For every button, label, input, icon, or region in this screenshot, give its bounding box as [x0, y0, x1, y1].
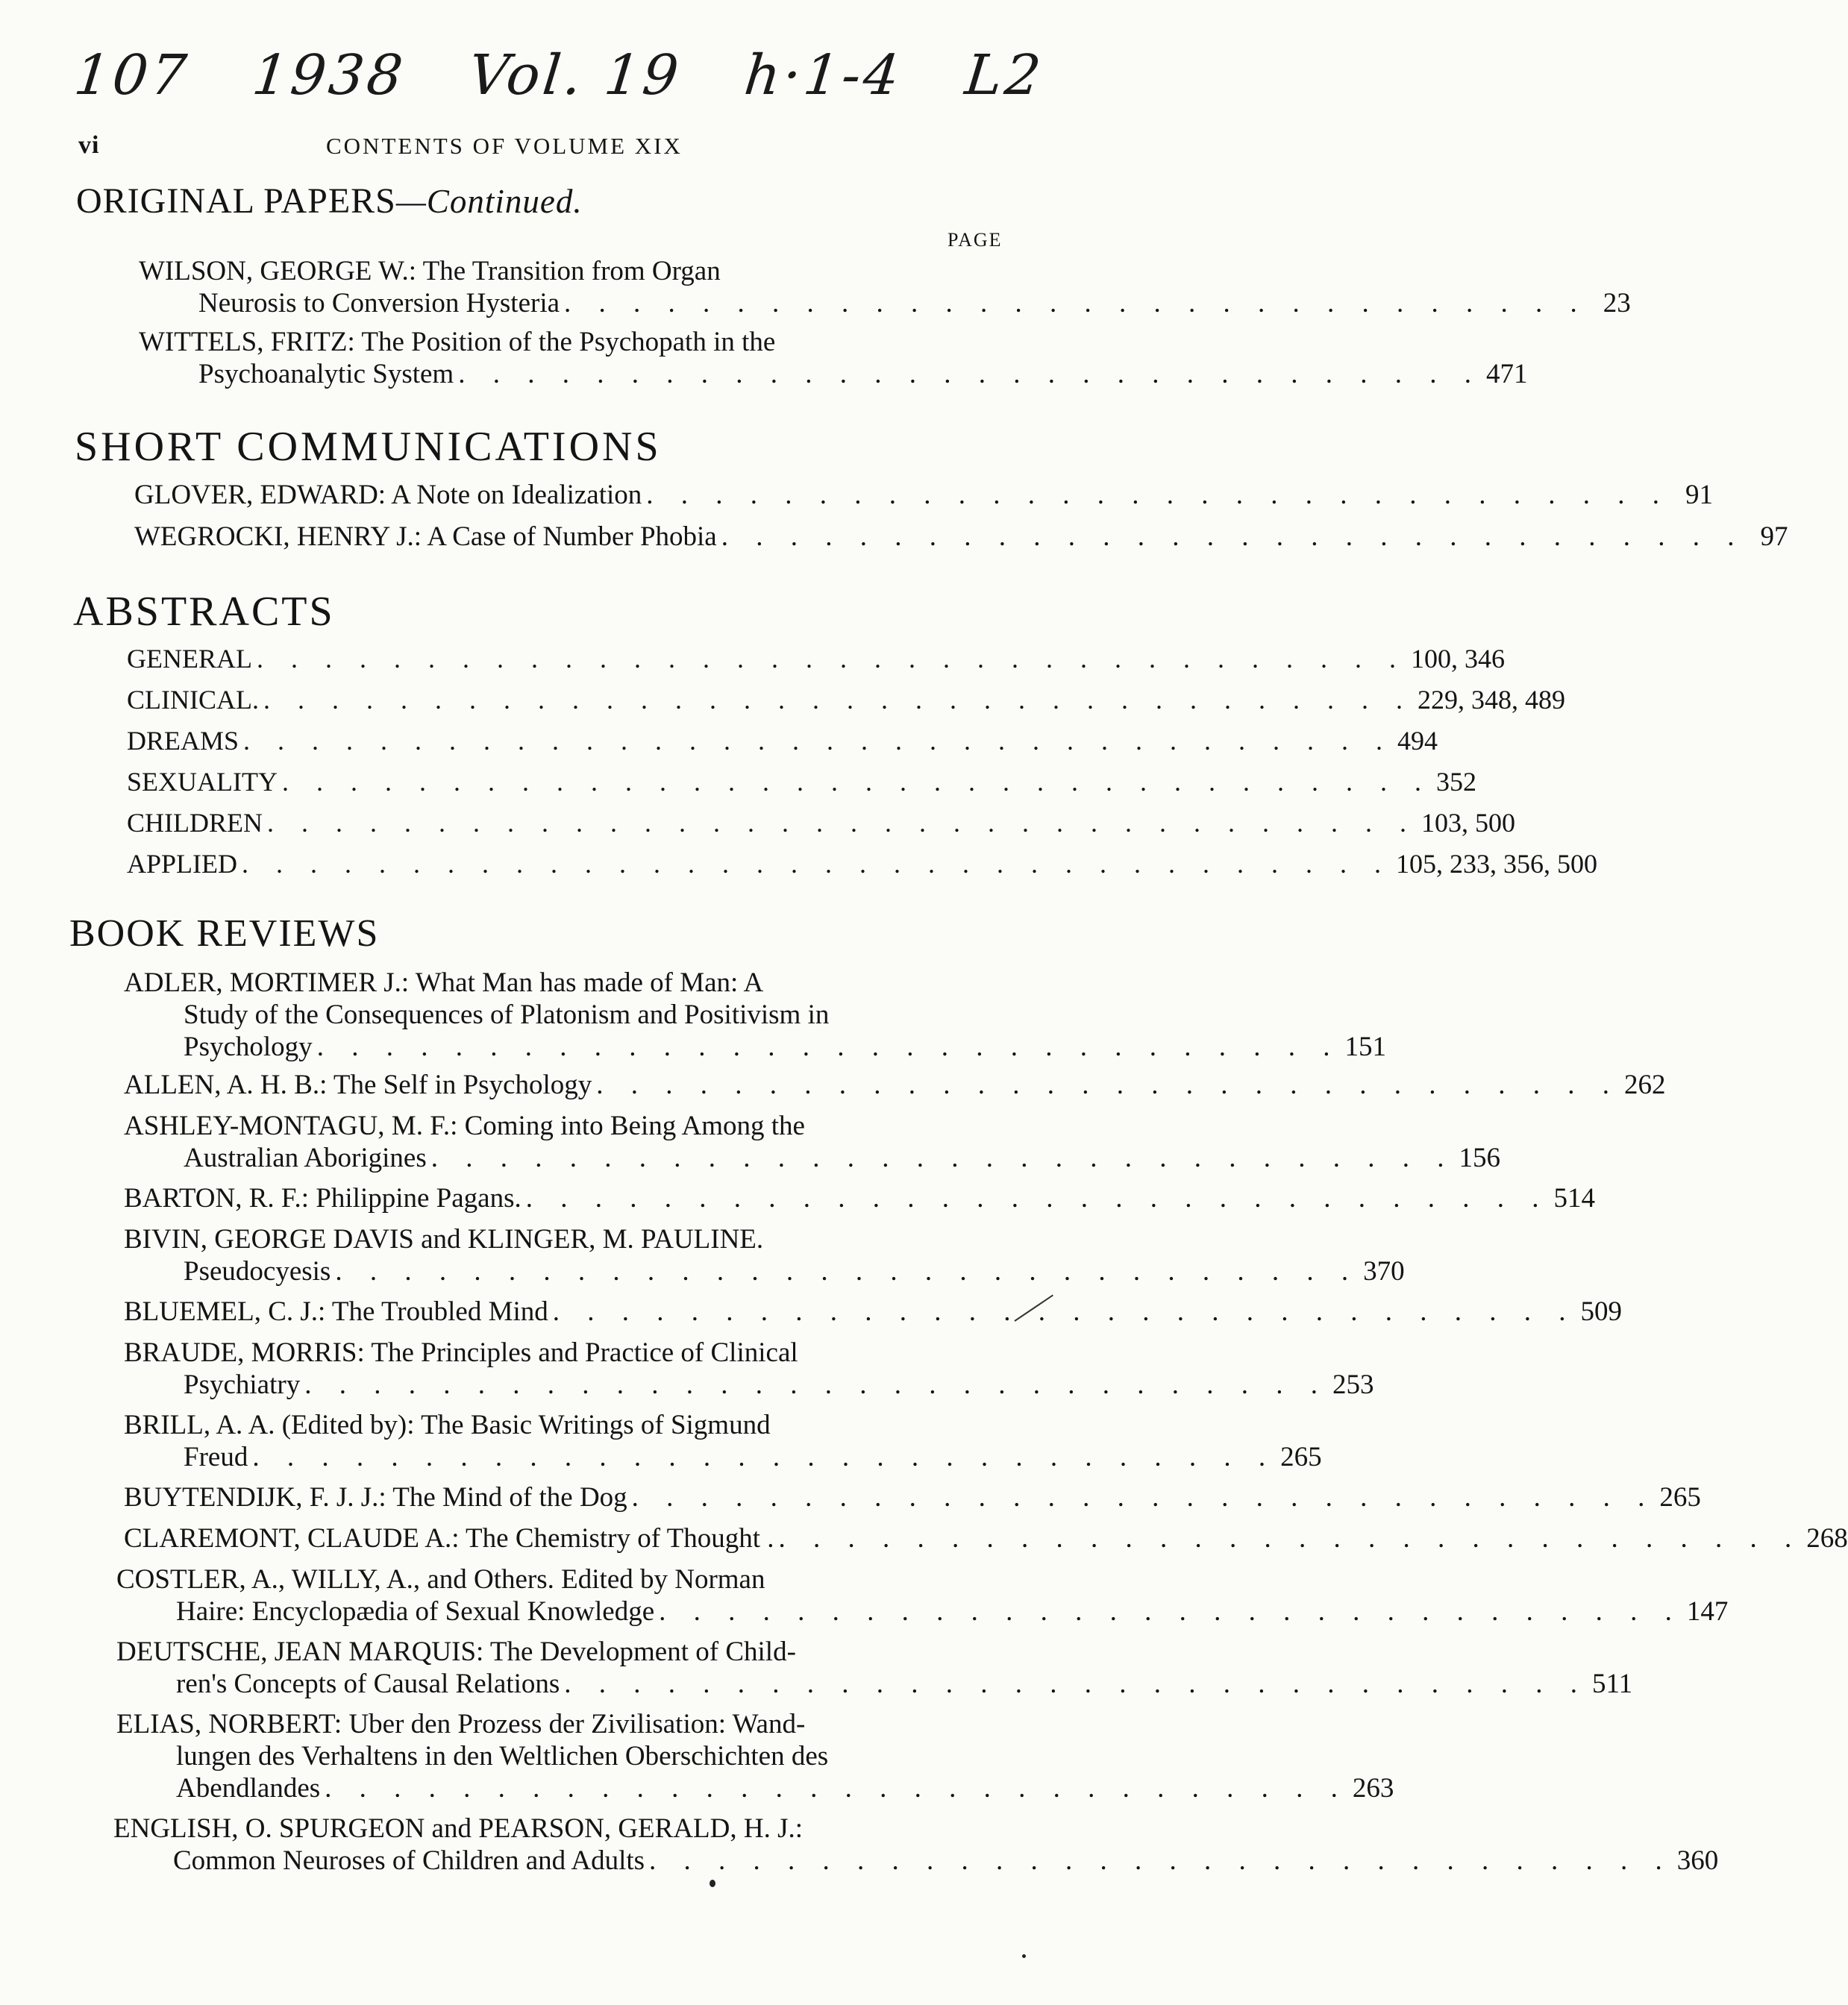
- abstract-pages: 105, 233, 356, 500: [1396, 849, 1598, 879]
- page-column-label: PAGE: [948, 229, 1003, 251]
- toc-entry: [116, 1636, 1633, 1700]
- toc-entry-page: 509: [1580, 1296, 1622, 1327]
- toc-entry: [124, 1481, 1701, 1513]
- ink-dot: [710, 1880, 715, 1887]
- toc-entry-text: lungen des Verhaltens in den Weltlichen Oberschichten des: [176, 1741, 829, 1772]
- toc-entry-line: [134, 521, 1788, 553]
- dot-leader: . . . . . . . . . . . . . . . . . . . . . . . . . . . . . .: [778, 1523, 1802, 1554]
- toc-entry-page: 97: [1760, 521, 1788, 552]
- section-heading-book-reviews: BOOK REVIEWS: [69, 912, 380, 955]
- toc-entry-line: [116, 1708, 1011, 1740]
- toc-entry-line: [124, 1223, 1011, 1255]
- toc-entry: [113, 1813, 1719, 1877]
- dot-leader: . . . . . . . . . . . . . . . . . . . . . . . . . . . . . .: [646, 480, 1670, 510]
- toc-entry-line: [124, 1296, 1622, 1328]
- toc-entry-line: [134, 479, 1714, 511]
- toc-entry-line: [124, 1369, 1374, 1401]
- page-number: vi: [78, 131, 100, 159]
- toc-entry-page: 471: [1485, 359, 1528, 389]
- dot-leader: . . . . . . . . . . . . . . . . . . . . . . . . . . . . . .: [596, 1070, 1620, 1100]
- toc-entry-line: [116, 1636, 1011, 1668]
- abstract-pages: 494: [1397, 726, 1438, 756]
- dot-leader: . . . . . . . . . . . . . . . . . . . . . . . . . . . . . .: [430, 1143, 1455, 1173]
- toc-entry-line: [124, 1337, 1011, 1369]
- toc-entry-text: ENGLISH, O. SPURGEON and PEARSON, GERALD, H. J.:: [113, 1813, 804, 1844]
- toc-entry-text: Pseudocyesis: [184, 1256, 331, 1287]
- toc-entry-line: [139, 287, 1631, 319]
- toc-entry-text: ren's Concepts of Causal Relations: [176, 1669, 560, 1699]
- toc-entry-text: ASHLEY-MONTAGU, M. F.: Coming into Being Among the: [124, 1111, 805, 1141]
- abstract-entry: [127, 725, 1438, 756]
- toc-entry: [124, 1296, 1622, 1328]
- toc-entry-line: [139, 255, 1011, 287]
- dot-leader: . . . . . . . . . . . . . . . . . . . . . . . . . . . . . . . . . .: [243, 726, 1394, 756]
- toc-entry-line: [124, 1069, 1666, 1101]
- toc-entry-line: [124, 1110, 1011, 1142]
- toc-entry-page: 253: [1332, 1369, 1374, 1400]
- toc-entry-text: Freud: [184, 1442, 248, 1472]
- toc-entry-line: [124, 999, 1011, 1031]
- dot-leader: . . . . . . . . . . . . . . . . . . . . . . . . . . . . . .: [649, 1845, 1673, 1876]
- toc-entry-line: [139, 326, 1011, 358]
- toc-entry-page: 147: [1686, 1596, 1729, 1627]
- dot-leader: . . . . . . . . . . . . . . . . . . . . . . . . . . . . . .: [659, 1596, 1682, 1627]
- dot-leader: . . . . . . . . . . . . . . . . . . . . . . . . . . . . . .: [252, 1442, 1277, 1472]
- toc-entry-text: WILSON, GEORGE W.: The Transition from Organ: [139, 256, 721, 286]
- abstract-entry: [127, 766, 1476, 797]
- toc-entry-text: Study of the Consequences of Platonism and Positivism in: [184, 1000, 830, 1030]
- abstract-label: DREAMS: [127, 726, 239, 756]
- toc-entry-line: [124, 1182, 1595, 1214]
- dot-leader: . . . . . . . . . . . . . . . . . . . . . . . . . . . . . . . . . .: [256, 644, 1406, 674]
- toc-entry-text: Psychology: [184, 1032, 313, 1062]
- toc-entry-page: 268: [1806, 1523, 1848, 1554]
- ink-dot: [1022, 1954, 1026, 1958]
- toc-entry-line: [116, 1563, 1011, 1595]
- handwritten-note-part: 107: [71, 43, 192, 107]
- toc-entry: [134, 521, 1788, 553]
- toc-entry: [116, 1563, 1729, 1628]
- dot-leader: . . . . . . . . . . . . . . . . . . . . . . . . . . . . . .: [316, 1032, 1341, 1062]
- dot-leader: . . . . . . . . . . . . . . . . . . . . . . . . . . . . . .: [325, 1773, 1348, 1804]
- toc-entry-page: 91: [1685, 480, 1714, 510]
- toc-entry: [124, 1069, 1666, 1101]
- dot-leader: . . . . . . . . . . . . . . . . . . . . . . . . . . . . . .: [552, 1296, 1576, 1327]
- toc-entry-text: BLUEMEL, C. J.: The Troubled Mind: [124, 1296, 548, 1327]
- toc-entry-text: COSTLER, A., WILLY, A., and Others. Edited by Norman: [116, 1564, 765, 1595]
- abstract-pages: 100, 346: [1410, 644, 1505, 674]
- toc-entry-line: [116, 1595, 1729, 1628]
- toc-entry-line: [124, 967, 1011, 999]
- toc-entry-page: 360: [1676, 1845, 1719, 1876]
- toc-entry-page: 151: [1344, 1032, 1386, 1062]
- handwritten-note-part: 1938: [249, 43, 409, 107]
- dot-leader: . . . . . . . . . . . . . . . . . . . . . . . . . . . . . . . . . .: [263, 685, 1413, 715]
- toc-entry-line: [124, 1481, 1701, 1513]
- toc-entry-line: [124, 1441, 1322, 1473]
- toc-entry-line: [124, 1409, 1011, 1441]
- toc-entry-page: 156: [1459, 1143, 1501, 1173]
- handwritten-note-part: h·1-4: [741, 43, 906, 107]
- dot-leader: . . . . . . . . . . . . . . . . . . . . . . . . . . . . . . . . . .: [267, 808, 1417, 838]
- toc-entry-page: 511: [1592, 1669, 1633, 1699]
- toc-entry: [134, 479, 1714, 511]
- handwritten-note-part: Vol. 19: [466, 43, 685, 107]
- toc-entry-line: [116, 1740, 1011, 1772]
- toc-entry-text: BIVIN, GEORGE DAVIS and KLINGER, M. PAULINE.: [124, 1224, 764, 1255]
- toc-entry-page: 265: [1659, 1482, 1701, 1513]
- toc-entry-text: BRILL, A. A. (Edited by): The Basic Writings of Sigmund: [124, 1410, 771, 1440]
- dot-leader: . . . . . . . . . . . . . . . . . . . . . . . . . . . . . .: [304, 1369, 1328, 1400]
- toc-entry-text: Australian Aborigines: [184, 1143, 427, 1173]
- abstract-label: GENERAL: [127, 644, 252, 674]
- handwritten-note-part: L2: [962, 43, 1047, 107]
- toc-entry-text: Psychiatry: [184, 1369, 301, 1400]
- toc-entry-line: [113, 1845, 1719, 1877]
- toc-entry-text: Neurosis to Conversion Hysteria: [198, 288, 560, 319]
- toc-entry-page: 262: [1624, 1070, 1666, 1100]
- section-heading-original-papers: [76, 181, 583, 222]
- toc-entry: [139, 255, 1631, 319]
- toc-entry-line: [139, 358, 1528, 390]
- dot-leader: . . . . . . . . . . . . . . . . . . . . . . . . . . . . . . . . . .: [242, 849, 1392, 879]
- dot-leader: . . . . . . . . . . . . . . . . . . . . . . . . . . . . . .: [631, 1482, 1656, 1513]
- toc-entry-page: 370: [1363, 1256, 1405, 1287]
- toc-entry-text: CLAREMONT, CLAUDE A.: The Chemistry of Thought .: [124, 1523, 774, 1554]
- toc-entry: [124, 967, 1386, 1063]
- dot-leader: . . . . . . . . . . . . . . . . . . . . . . . . . . . . . .: [721, 521, 1745, 552]
- section-heading-abstracts: ABSTRACTS: [73, 589, 335, 635]
- toc-entry-page: 514: [1553, 1183, 1595, 1214]
- dot-leader: . . . . . . . . . . . . . . . . . . . . . . . . . . . . . .: [335, 1256, 1359, 1287]
- toc-entry-line: [116, 1772, 1394, 1804]
- toc-entry-page: 263: [1352, 1773, 1394, 1804]
- toc-entry-text: Common Neuroses of Children and Adults: [173, 1845, 645, 1876]
- abstract-entry: [127, 807, 1515, 838]
- toc-entry-text: DEUTSCHE, JEAN MARQUIS: The Development of Child-: [116, 1637, 796, 1667]
- toc-entry-line: [116, 1668, 1633, 1700]
- toc-entry: [124, 1409, 1322, 1473]
- toc-entry-text: WITTELS, FRITZ: The Position of the Psychopath in the: [139, 327, 776, 357]
- toc-entry-page: 265: [1280, 1442, 1322, 1472]
- toc-entry-text: GLOVER, EDWARD: A Note on Idealization: [134, 480, 642, 510]
- toc-entry: [124, 1110, 1501, 1174]
- toc-entry: [124, 1522, 1848, 1554]
- abstract-label: APPLIED: [127, 849, 238, 879]
- toc-entry-text: BARTON, R. F.: Philippine Pagans.: [124, 1183, 521, 1214]
- dot-leader: . . . . . . . . . . . . . . . . . . . . . . . . . . . . . . . . . .: [281, 767, 1432, 797]
- dot-leader: . . . . . . . . . . . . . . . . . . . . . . . . . . . . . .: [564, 288, 1588, 319]
- abstract-pages: 229, 348, 489: [1417, 685, 1565, 715]
- toc-entry-text: Abendlandes: [176, 1773, 321, 1804]
- dot-leader: . . . . . . . . . . . . . . . . . . . . . . . . . . . . . .: [458, 359, 1482, 389]
- toc-entry-text: WEGROCKI, HENRY J.: A Case of Number Phobia: [134, 521, 717, 552]
- abstract-label: CLINICAL.: [127, 685, 259, 715]
- toc-entry: [124, 1182, 1595, 1214]
- abstract-pages: 352: [1435, 767, 1476, 797]
- toc-entry-line: [124, 1522, 1848, 1554]
- abstract-entry: [127, 848, 1598, 879]
- toc-entry-text: ELIAS, NORBERT: Uber den Prozess der Zivilisation: Wand-: [116, 1709, 806, 1739]
- toc-entry-line: [124, 1142, 1501, 1174]
- abstract-label: SEXUALITY: [127, 767, 278, 797]
- toc-entry-page: 23: [1603, 288, 1631, 319]
- toc-entry-line: [124, 1255, 1405, 1287]
- toc-entry-line: [124, 1031, 1386, 1063]
- abstract-label: CHILDREN: [127, 808, 263, 838]
- abstract-pages: 103, 500: [1421, 808, 1515, 838]
- toc-entry-text: Psychoanalytic System: [198, 359, 454, 389]
- abstract-entry: [127, 684, 1565, 715]
- toc-entry-text: Haire: Encyclopædia of Sexual Knowledge: [176, 1596, 655, 1627]
- running-head: CONTENTS OF VOLUME XIX: [326, 133, 683, 159]
- section-heading-continued: —Continued.: [395, 183, 583, 220]
- toc-entry: [124, 1337, 1374, 1401]
- toc-entry-line: [113, 1813, 1011, 1845]
- toc-entry: [124, 1223, 1405, 1287]
- toc-entry-text: BRAUDE, MORRIS: The Principles and Practice of Clinical: [124, 1337, 798, 1368]
- section-heading-text: ORIGINAL PAPERS: [76, 181, 396, 221]
- toc-entry: [116, 1708, 1394, 1804]
- abstract-entry: [127, 643, 1505, 674]
- section-heading-short-communications: SHORT COMMUNICATIONS: [75, 424, 662, 470]
- toc-entry-text: BUYTENDIJK, F. J. J.: The Mind of the Dog: [124, 1482, 627, 1513]
- dot-leader: . . . . . . . . . . . . . . . . . . . . . . . . . . . . . .: [564, 1669, 1588, 1699]
- handwritten-note: [71, 43, 1089, 107]
- dot-leader: . . . . . . . . . . . . . . . . . . . . . . . . . . . . . .: [525, 1183, 1550, 1214]
- toc-entry-text: ALLEN, A. H. B.: The Self in Psychology: [124, 1070, 592, 1100]
- toc-entry-text: ADLER, MORTIMER J.: What Man has made of Man: A: [124, 967, 764, 998]
- toc-entry: [139, 326, 1528, 390]
